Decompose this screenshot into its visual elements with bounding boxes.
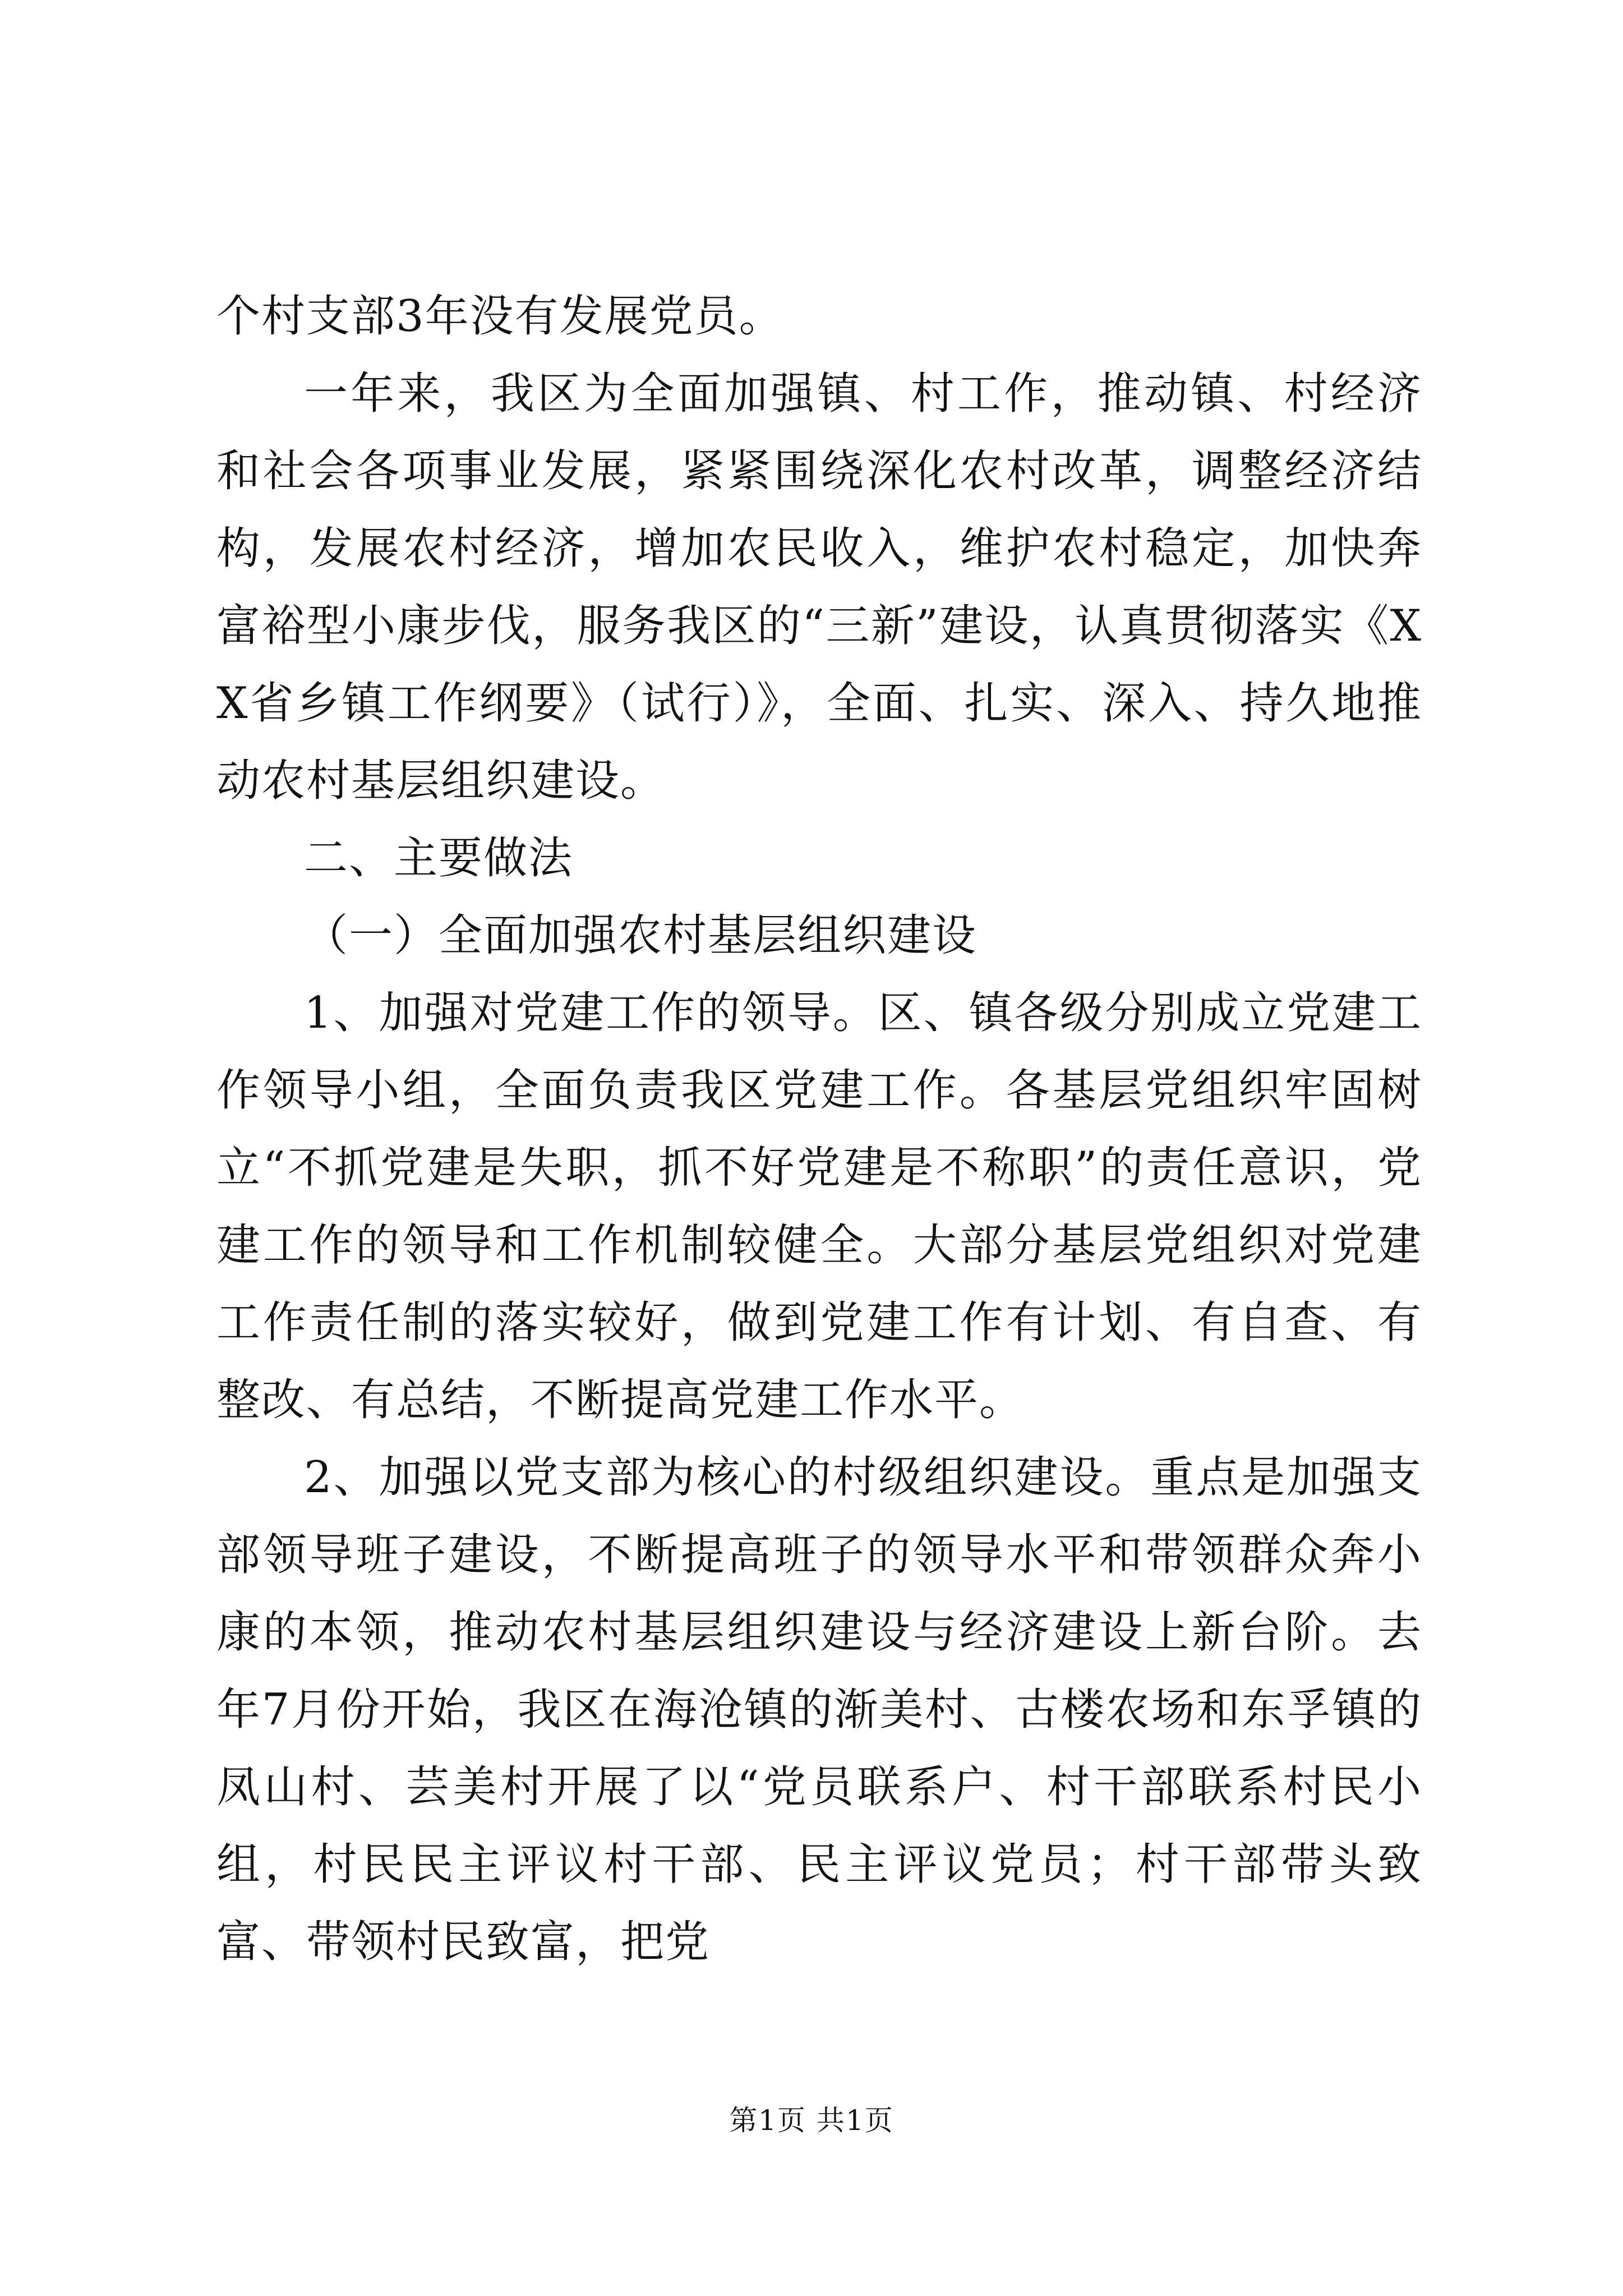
paragraph-overview: 一年来，我区为全面加强镇、村工作，推动镇、村经济和社会各项事业发展，紧紧围绕深化农村改革，调整经济结构，发展农村经济，增加农民收入，维护农村稳定，加快奔富裕型小康步伐，服务我区的“三新”建设，认真贯彻落实《XX省乡镇工作纲要》（试行）》，全面、扎实、深入、持久地推动农村基层组织建设。: [216, 369, 1422, 806]
document-body: [216, 278, 1422, 1981]
subsection-heading: （一）全面加强农村基层组织建设: [304, 910, 978, 961]
section-heading: 二、主要做法: [304, 833, 574, 884]
paragraph-continuation: 个村支部3年没有发展党员。: [216, 291, 784, 342]
paragraph-item-2: 2、加强以党支部为核心的村级组织建设。重点是加强支部领导班子建设，不断提高班子的领导水平和带领群众奔小康的本领，推动农村基层组织建设与经济建设上新台阶。去年7月份开始，我区在海沧镇的渐美村、古楼农场和东孚镇的凤山村、芸美村开展了以“党员联系户、村干部联系村民小组，村民民主评议村干部、民主评议党员；村干部带头致富、带领村民致富，把党: [216, 1452, 1422, 1967]
paragraph-item-1: 1、加强对党建工作的领导。区、镇各级分别成立党建工作领导小组，全面负责我区党建工作。各基层党组织牢固树立“不抓党建是失职，抓不好党建是不称职”的责任意识，党建工作的领导和工作机制较健全。大部分基层党组织对党建工作责任制的落实较好，做到党建工作有计划、有自查、有整改、有总结，不断提高党建工作水平。: [216, 988, 1422, 1425]
page-number-footer: 第1页 共1页: [729, 2104, 894, 2137]
